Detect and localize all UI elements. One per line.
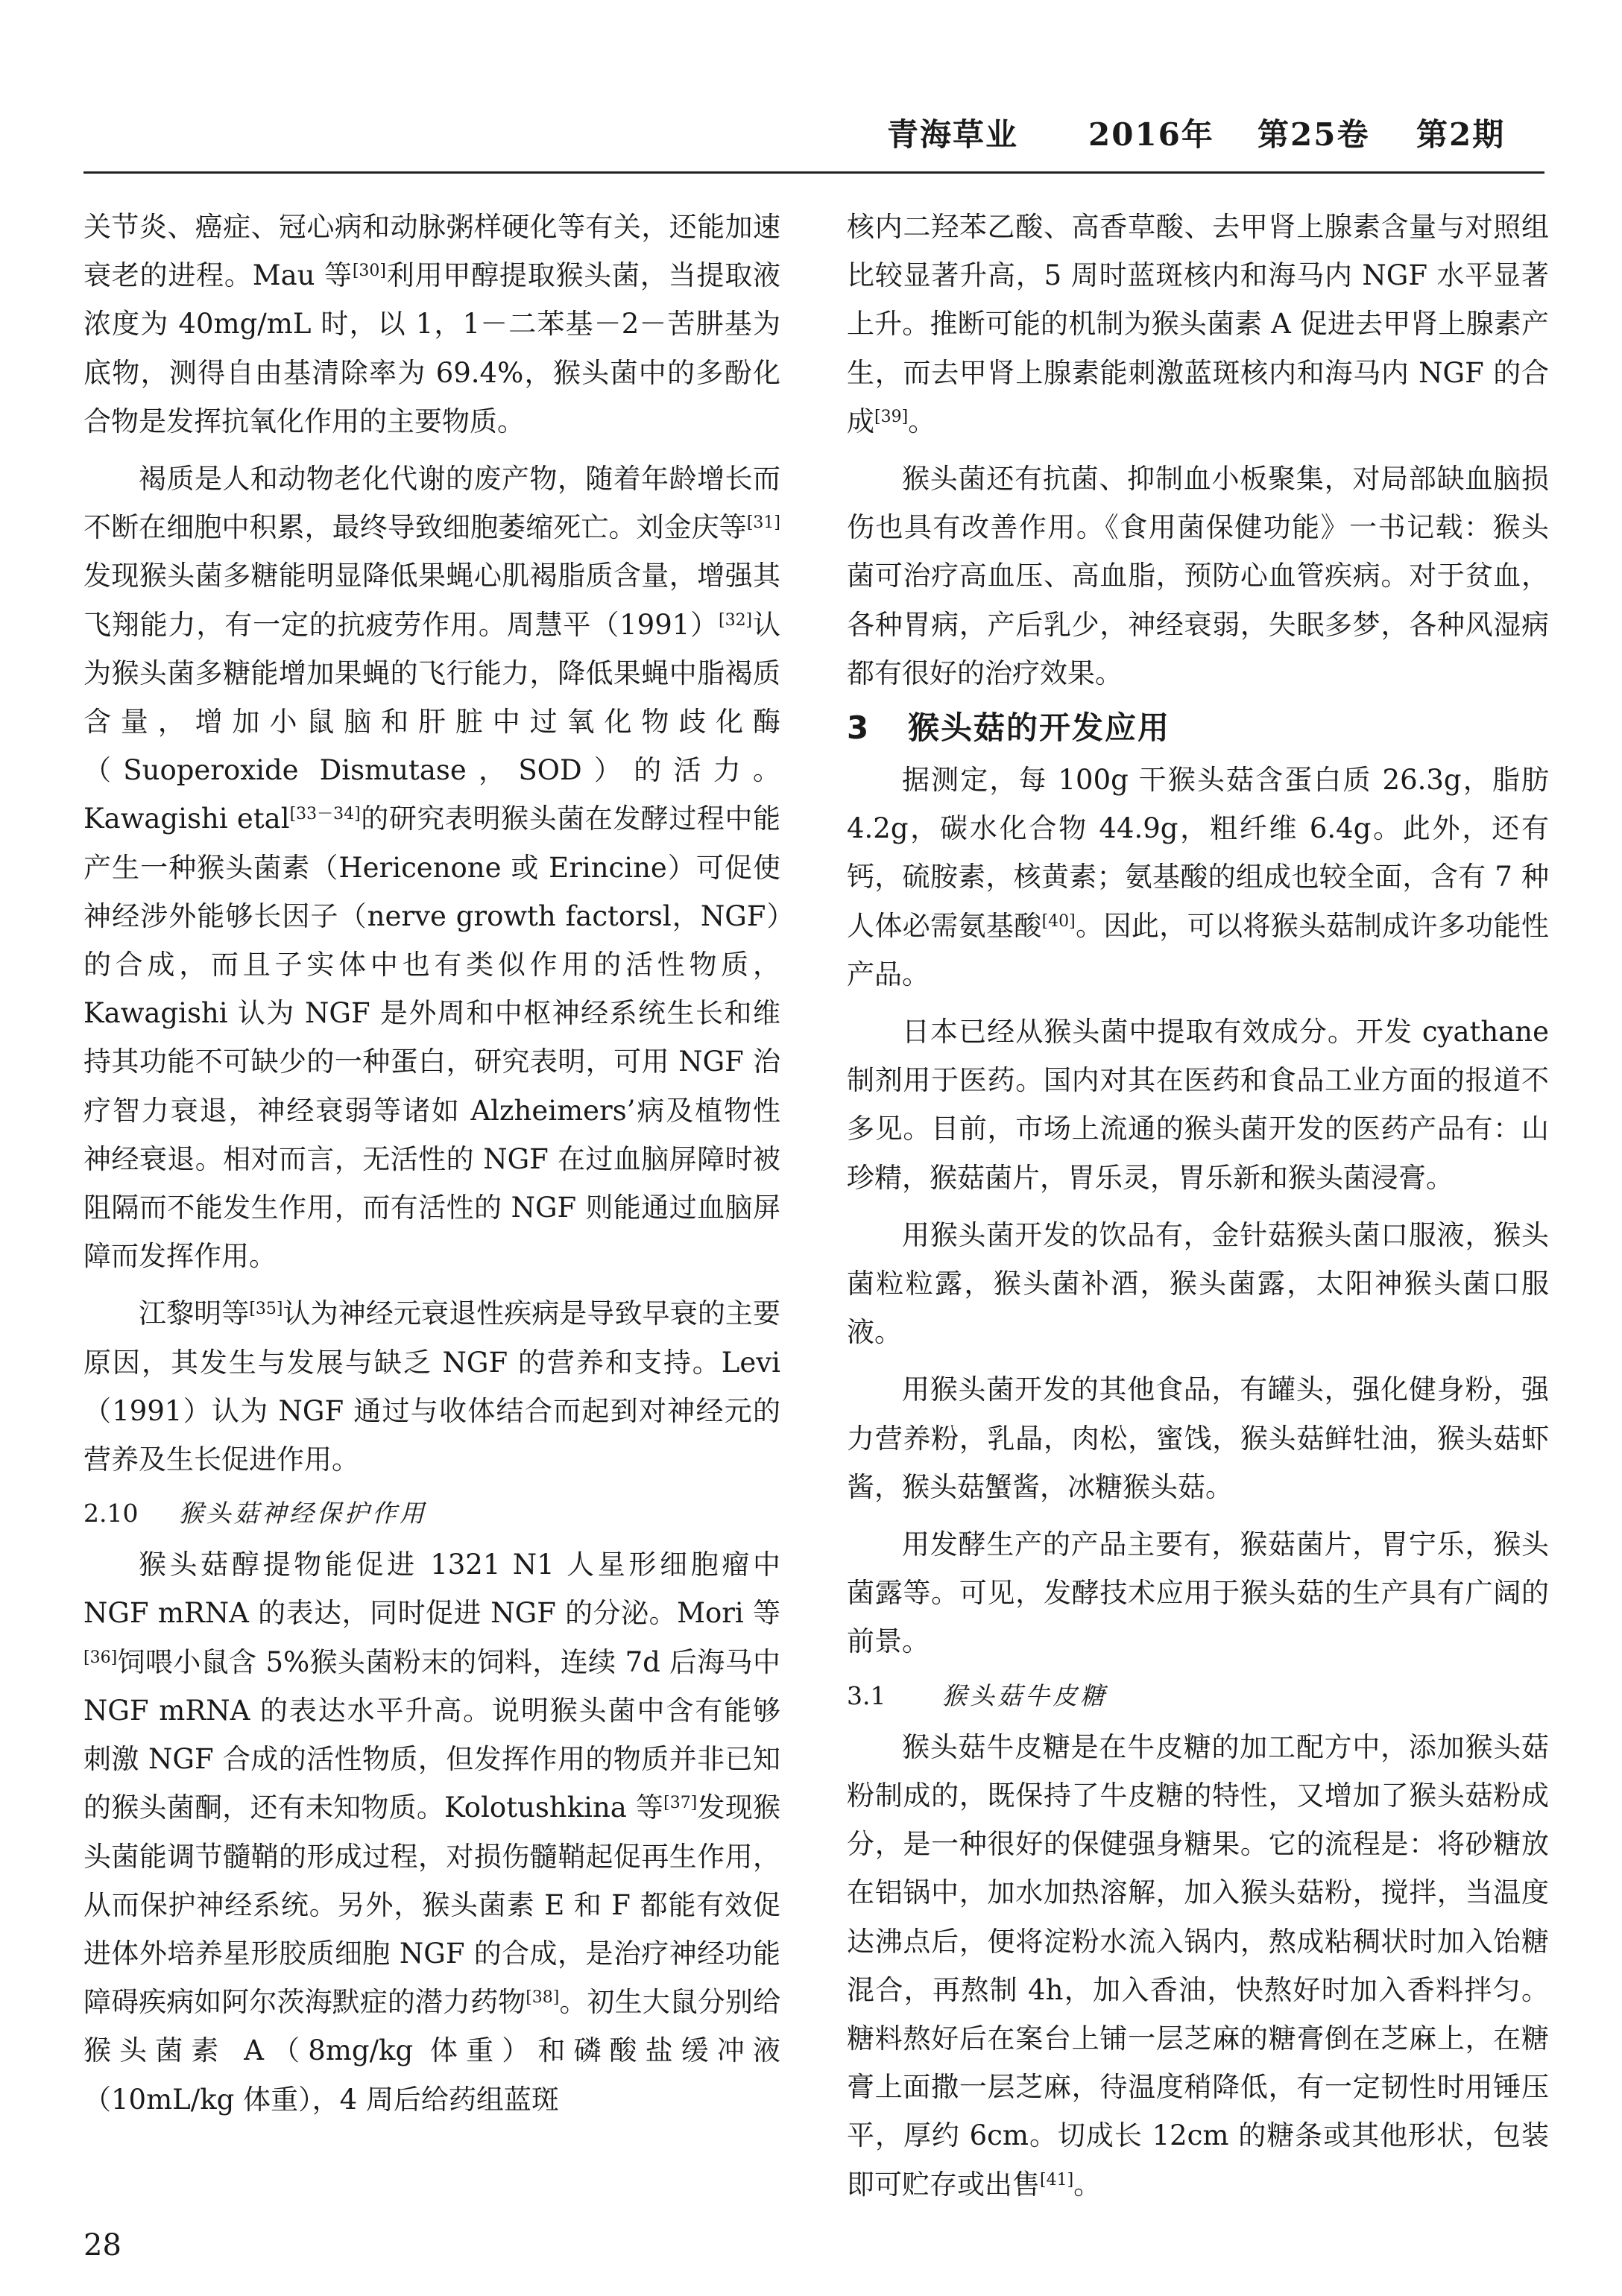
- section-number: 3: [847, 709, 871, 747]
- paragraph: 关节炎、癌症、冠心病和动脉粥样硬化等有关，还能加速衰老的进程。Mau 等[30]利用甲醇提取猴头菌，当提取液浓度为 40mg/mL 时，以 1，1－二苯基－2－苦肼基为底物，测得自由基清除率为 69.4%，猴头菌中的多酚化合物是发挥抗氧化作用的主要物质。: [83, 211, 780, 437]
- paragraph: 猴头菇醇提物能促进 1321 N1 人星形细胞瘤中 NGF mRNA 的表达，同时促进 NGF 的分泌。Mori 等[36]饲喂小鼠含 5%猴头菌粉末的饲料，连续 7d 后海马中 NGF mRNA 的表达水平升高。说明猴头菌中含有能够刺激 NGF 合成的活性物质，但发挥作用的物质并非已知的猴头菌酮，还有未知物质。Kolotushkina 等[37]发现猴头菌能调节髓鞘的形成过程，对损伤髓鞘起促再生作用，从而保护神经系统。另外，猴头菌素 E 和 F 都能有效促进体外培养星形胶质细胞 NGF 的合成，是治疗神经功能障碍疾病如阿尔茨海默症的潜力药物[38]。初生大鼠分别给猴头菌素 A（8mg/kg 体重）和磷酸盐缓冲液（10mL/kg 体重），4 周后给药组蓝斑: [83, 1549, 781, 2116]
- section-heading-3: [847, 702, 1549, 754]
- paragraph: 江黎明等[35]认为神经元衰退性疾病是导致早衰的主要原因，其发生与发展与缺乏 NGF 的营养和支持。Levi（1991）认为 NGF 通过与收体结合而起到对神经元的营养及生长促进作用。: [83, 1297, 781, 1476]
- left-column: [83, 203, 780, 2124]
- subsection-title: 猴头菇牛皮糖: [942, 1680, 1108, 1710]
- citation-ref: [36]: [83, 1648, 118, 1667]
- subsection-title: 猴头菇神经保护作用: [179, 1499, 427, 1528]
- citation-ref: [40]: [1041, 911, 1076, 931]
- paragraph: 据测定，每 100g 干猴头菇含蛋白质 26.3g，脂肪 4.2g，碳水化合物 44.9g，粗纤维 6.4g。此外，还有钙，硫胺素，核黄素；氨基酸的组成也较全面，含有 7 种人体必需氨基酸[40]。因此，可以将猴头菇制成许多功能性产品。: [847, 764, 1550, 990]
- journal-issue: 第2期: [1416, 116, 1506, 153]
- running-header: [887, 110, 1543, 162]
- citation-ref: [41]: [1040, 2170, 1074, 2189]
- citation-ref: [32]: [718, 610, 753, 630]
- citation-ref: [39]: [874, 407, 909, 426]
- subsection-number: 3.1: [847, 1680, 886, 1710]
- paragraph: 用猴头菌开发的其他食品，有罐头，强化健身粉，强力营养粉，乳晶，肉松，蜜饯，猴头菇鲜牡油，猴头菇虾酱，猴头菇蟹酱，冰糖猴头菇。: [847, 1373, 1549, 1503]
- header-rule: [83, 171, 1544, 174]
- right-column: [847, 203, 1549, 2209]
- paragraph: 用发酵生产的产品主要有，猴菇菌片，胃宁乐，猴头菌露等。可见，发酵技术应用于猴头菇的生产具有广阔的前景。: [847, 1528, 1549, 1658]
- subsection-heading-2-10: [83, 1491, 780, 1536]
- citation-ref: [31]: [746, 513, 780, 533]
- citation-ref: [33－34]: [289, 805, 361, 824]
- paragraph: 猴头菌还有抗菌、抑制血小板聚集，对局部缺血脑损伤也具有改善作用。《食用菌保健功能》一书记载：猴头菌可治疗高血压、高血脂，预防心血管疾病。对于贫血，各种胃病，产后乳少，神经衰弱，失眠多梦，各种风湿病都有很好的治疗效果。: [847, 463, 1549, 689]
- subsection-number: 2.10: [83, 1499, 139, 1528]
- citation-ref: [35]: [249, 1300, 283, 1319]
- citation-ref: [37]: [663, 1794, 698, 1813]
- paragraph: 核内二羟苯乙酸、高香草酸、去甲肾上腺素含量与对照组比较显著升高，5 周时蓝斑核内和海马内 NGF 水平显著上升。推断可能的机制为猴头菌素 A 促进去甲肾上腺素产生，而去甲肾上腺素能刺激蓝斑核内和海马内 NGF 的合成[39]。: [847, 211, 1549, 437]
- journal-year: 2016年: [1088, 116, 1214, 153]
- paragraph: 猴头菇牛皮糖是在牛皮糖的加工配方中，添加猴头菇粉制成的，既保持了牛皮糖的特性，又增加了猴头菇粉成分，是一种很好的保健强身糖果。它的流程是：将砂糖放在铝锅中，加水加热溶解，加入猴头菇粉，搅拌，当温度达沸点后，便将淀粉水流入锅内，熬成粘稠状时加入饴糖混合，再熬制 4h，加入香油，快熬好时加入香料拌匀。糖料熬好后在案台上铺一层芝麻的糖膏倒在芝麻上，在糖膏上面撒一层芝麻，待温度稍降低，有一定韧性时用锤压平，厚约 6cm。切成长 12cm 的糖条或其他形状，包装即可贮存或出售[41]。: [847, 1730, 1549, 2201]
- page-number: 28: [83, 2228, 122, 2262]
- citation-ref: [38]: [526, 1988, 560, 2008]
- subsection-heading-3-1: [847, 1674, 1549, 1718]
- paragraph: 褐质是人和动物老化代谢的废产物，随着年龄增长而不断在细胞中积累，最终导致细胞萎缩死亡。刘金庆等[31]发现猴头菌多糖能明显降低果蝇心肌褐脂质含量，增强其飞翔能力，有一定的抗疲劳作用。周慧平（1991）[32]认为猴头菌多糖能增加果蝇的飞行能力，降低果蝇中脂褐质含量，增加小鼠脑和肝脏中过氧化物歧化酶（Suoperoxide Dismutase，SOD）的活力。Kawagishi etal[33－34]的研究表明猴头菌在发酵过程中能产生一种猴头菌素（Hericenone 或 Erincine）可促使神经涉外能够长因子（nerve growth factorsl，NGF）的合成，而且子实体中也有类似作用的活性物质，Kawagishi 认为 NGF 是外周和中枢神经系统生长和维持其功能不可缺少的一种蛋白，研究表明，可用 NGF 治疗智力衰退，神经衰弱等诸如 Alzheimers’病及植物性神经衰退。相对而言，无活性的 NGF 在过血脑屏障时被阻隔而不能发生作用，而有活性的 NGF 则能通过血脑屏障而发挥作用。: [83, 463, 781, 1273]
- paragraph: 日本已经从猴头菌中提取有效成分。开发 cyathane 制剂用于医药。国内对其在医药和食品工业方面的报道不多见。目前，市场上流通的猴头菌开发的医药产品有：山珍精，猴菇菌片，胃乐灵，胃乐新和猴头菌浸膏。: [847, 1016, 1549, 1194]
- section-title: 猴头菇的开发应用: [908, 709, 1171, 747]
- journal-volume: 第25卷: [1257, 116, 1370, 153]
- paragraph: 用猴头菌开发的饮品有，金针菇猴头菌口服液，猴头菌粒粒露，猴头菌补酒，猴头菌露，太阳神猴头菌口服液。: [847, 1218, 1549, 1349]
- citation-ref: [30]: [352, 262, 386, 281]
- journal-name: 青海草业: [887, 116, 1019, 153]
